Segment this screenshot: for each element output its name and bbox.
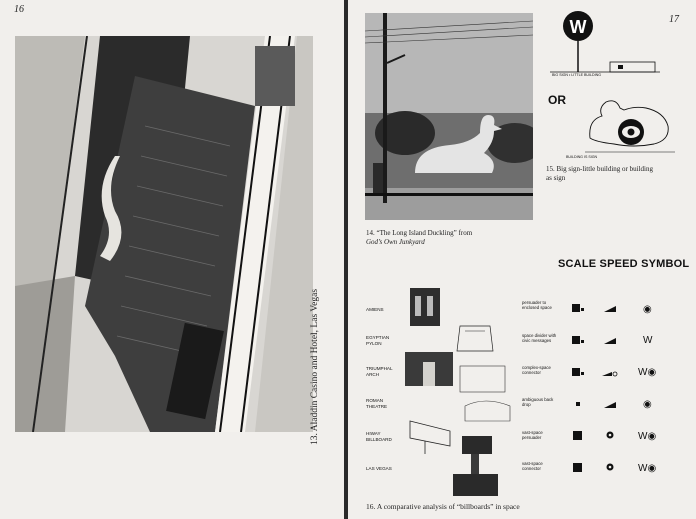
diagram-title: SCALE SPEED SYMBOL [558,258,690,270]
figure-13-caption: 13. Aladdin Casino and Hotel, Las Vegas [310,288,320,445]
row-label-egyptian-pylon: EGYPTIAN PYLON [366,335,390,346]
duck-photo-graphic [365,13,533,220]
left-page [0,0,344,519]
building-sketches [405,286,515,501]
duck-building-drawing [585,98,675,158]
figure-16-caption: 16. A comparative analysis of “billboards” in space [366,502,520,511]
or-text: OR [548,93,566,107]
page-number-left: 16 [14,4,24,15]
label-building-sign: BUILDING IS SIGN [566,155,598,159]
row-desc-triumphal-arch: complex-space connector [522,365,551,376]
symbol-triumphal-arch: W◉ [638,367,657,378]
sign-letter: W [569,17,587,37]
aerial-photo-graphic [15,36,313,432]
row-desc-egyptian-pylon: space divider with civic messages [522,333,557,344]
aerial-photo-aladdin [15,36,313,432]
page-number-right: 17 [669,14,679,25]
figure-14-caption-line2: God’s Own Junkyard [366,238,425,246]
figure-15-caption-line1: 15. Big sign-little building or building [546,165,653,173]
scale-speed-columns [568,298,633,478]
symbol-las-vegas: W◉ [638,463,657,474]
label-big-sign: BIG SIGN • LITTLE BUILDING [552,73,601,77]
figure-15-caption-line2: as sign [546,174,566,182]
symbol-amiens: ◉ [643,304,652,315]
row-label-triumphal-arch: TRIUMPHAL ARCH [366,366,393,377]
row-desc-las-vegas: vast-space connector [522,461,543,472]
row-label-las-vegas: LAS VEGAS [366,466,392,471]
symbol-roman-theatre: ◉ [643,399,652,410]
symbol-hiway-billboard: W◉ [638,431,657,442]
row-desc-roman-theatre: ambiguous back drop [522,397,554,408]
row-desc-hiway-billboard: vast-space persuader [522,430,543,441]
row-desc-amiens: persuader to enclosed space [522,300,552,311]
symbol-egyptian-pylon: W [643,335,653,346]
big-sign-little-building-drawing [550,10,660,80]
figure-14-caption-line1: 14. “The Long Island Duckling” from [366,229,473,237]
row-label-roman-theatre: ROMAN THEATRE [366,398,388,409]
row-label-amiens: AMIENS [366,307,384,312]
long-island-duckling-photo [365,13,533,220]
row-label-hiway-billboard: HIWAY BILLBOARD [366,431,392,442]
